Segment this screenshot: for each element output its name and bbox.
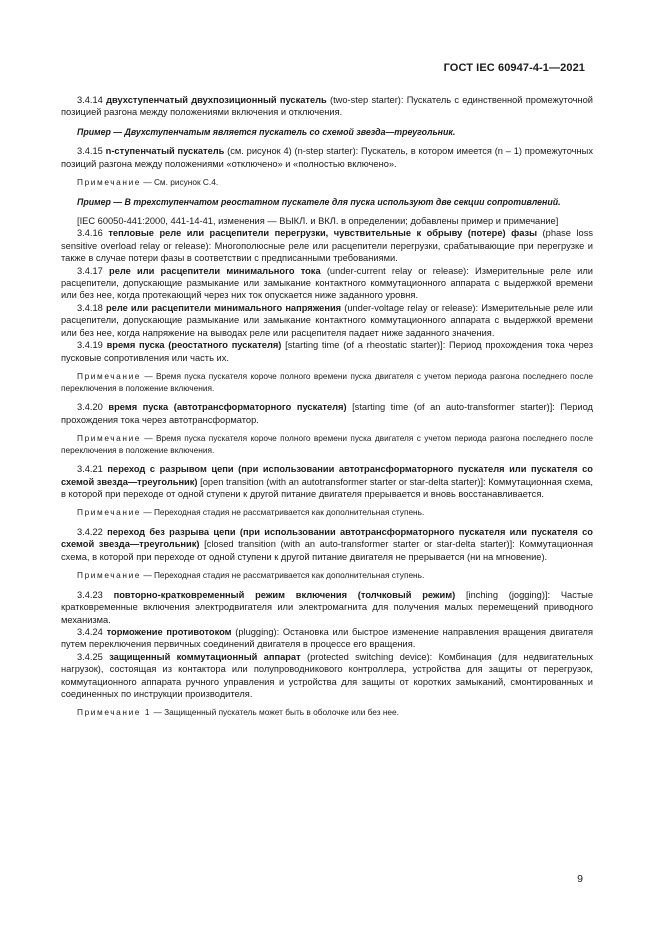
clause-3-4-15 bbox=[61, 145, 593, 170]
clause-term: переход с разрывом цепи (при использовании автотрансформаторного пускателя или пускателя со схемой звезда—треугольник) bbox=[61, 464, 593, 487]
clause-3-4-17 bbox=[61, 265, 593, 302]
clause-definition: [starting time (of a rheostatic starter)]: Период прохождения тока через пусковые сопротивления или часть их. bbox=[61, 340, 593, 363]
clause-number: 3.4.14 bbox=[77, 95, 103, 105]
clause-definition: (protected switching device): Комбинация (для недвигательных нагрузок), состоящая из контактора или полупроводникового контроллера, устройства для защиты от перегрузок, коммутационного аппарата ручного управления и устройства для защиты от коротких замыканий, смонтированных и соединенных по инструкции производителя. bbox=[61, 651, 593, 699]
clause-number: 3.4.24 bbox=[77, 626, 103, 637]
clause-definition: (plugging): Остановка или быстрое изменение направления вращения двигателя путем переключения первичных соединений двигателя в процессе его вращения. bbox=[61, 626, 593, 650]
clause-definition: [open transition (with an autotransformer starter or star-delta starter)]: Коммутационная схема, в которой при переходе от одной ступени к другой питание двигателя прерывается и вновь восстанавливается. bbox=[61, 476, 593, 499]
example-3-4-14: Пример — Двухступенчатым является пускатель со схемой звезда—треугольник. bbox=[77, 126, 456, 137]
note-3-4-19 bbox=[61, 371, 593, 394]
clause-number: 3.4.21 bbox=[77, 464, 103, 475]
clause-number: 3.4.22 bbox=[77, 526, 103, 537]
clause-number: 3.4.23 bbox=[77, 589, 103, 600]
clause-term: защищенный коммутационный аппарат bbox=[109, 651, 301, 662]
note-text: — Защищенный пускатель может быть в оболочке или без нее. bbox=[151, 707, 399, 718]
clause-definition: [closed transition (with an auto-transformer starter or star-delta starter)]: Коммутационная схема, в которой при переходе от одной ступени к другой питание двигателя не прерывается (ни на мгновение). bbox=[61, 539, 593, 562]
clause-term: торможение противотоком bbox=[106, 626, 232, 637]
note-label: Примечание bbox=[77, 432, 142, 443]
clause-3-4-22 bbox=[61, 526, 593, 563]
note-label: Примечание 1 bbox=[77, 707, 152, 718]
clause-term: двухступенчатый двухпозиционный пускатель bbox=[106, 95, 327, 105]
note-text: — См. рисунок C.4. bbox=[141, 177, 219, 188]
clause-term: реле или расцепители минимального напряжения bbox=[105, 302, 342, 313]
clause-definition: (см. рисунок 4) (n-step starter): Пускатель, в котором имеется (n – 1) промежуточных позиций разгона между положениями «отключено» и «полностью включено». bbox=[61, 146, 593, 169]
clause-number: 3.4.17 bbox=[77, 265, 103, 276]
clause-definition: (under-current relay or release): Измерительные реле или расцепители, допускающие размыкание или замыкание контактного коммутационного аппарата с выдержкой времени или без нее, когда протекающий через них ток опускается ниже заданного уровня. bbox=[61, 265, 593, 301]
clause-term: время пуска (реостатного пускателя) bbox=[106, 340, 282, 351]
note-text: — Переходная стадия не рассматривается как дополнительная ступень. bbox=[141, 570, 425, 581]
note-3-4-22 bbox=[61, 570, 593, 582]
reference-3-4-15: [IEC 60050-441:2000, 441-14-41, изменения — ВЫКЛ. и ВКЛ. в определении; добавлены пример и примечание] bbox=[77, 216, 559, 227]
clause-term: n-ступенчатый пускатель bbox=[105, 146, 225, 157]
clause-number: 3.4.15 bbox=[77, 146, 103, 157]
clause-term: повторно-кратковременный режим включения (толчковый режим) bbox=[113, 589, 456, 600]
clause-3-4-18 bbox=[61, 302, 593, 339]
clause-number: 3.4.19 bbox=[77, 340, 103, 351]
clause-term: переход без разрыва цепи (при использовании автотрансформаторного пускателя или пускателя со схемой звезда—треугольник) bbox=[61, 526, 593, 550]
clause-definition: [starting time (of an auto-transformer starter)]: Период прохождения тока через автотрансформатор. bbox=[61, 402, 593, 425]
clause-3-4-23 bbox=[61, 589, 593, 626]
clause-term: тепловые реле или расцепители перегрузки, чувствительные к обрыву (потере) фазы bbox=[108, 228, 538, 239]
clause-definition: (phase loss sensitive overload relay or release): Многополюсные реле или расцепители перегрузки, срабатывающие при перегрузке и также в случае потери фазы в соответствии с предписанными требованиями. bbox=[61, 228, 593, 264]
page-number: 9 bbox=[577, 873, 583, 885]
clause-3-4-25 bbox=[61, 651, 593, 701]
note-text: — Переходная стадия не рассматривается как дополнительная ступень. bbox=[141, 507, 425, 518]
clause-number: 3.4.20 bbox=[77, 402, 103, 413]
clause-number: 3.4.25 bbox=[77, 651, 103, 662]
note-text: — Время пуска пускателя короче полного времени пуска двигателя с учетом периода разгона последнего после переключения в положение включения. bbox=[61, 370, 593, 393]
clause-number: 3.4.18 bbox=[77, 302, 103, 313]
note-label: Примечание bbox=[77, 507, 142, 518]
note-3-4-20 bbox=[61, 433, 593, 456]
clause-number: 3.4.16 bbox=[77, 228, 103, 239]
clause-3-4-16 bbox=[61, 227, 593, 264]
clause-term: реле или расцепители минимального тока bbox=[109, 265, 321, 276]
example-3-4-15: Пример — В трехступенчатом реостатном пускателе для пуска используют две секции сопротивлений. bbox=[77, 196, 561, 207]
document-body bbox=[61, 94, 593, 719]
page-header-standard-title: ГОСТ IEC 60947-4-1—2021 bbox=[443, 62, 585, 74]
clause-3-4-21 bbox=[61, 463, 593, 500]
note-3-4-15 bbox=[61, 177, 593, 189]
clause-3-4-24 bbox=[61, 626, 593, 651]
note-label: Примечание bbox=[77, 370, 142, 381]
clause-3-4-14 bbox=[61, 94, 593, 119]
clause-3-4-19 bbox=[61, 339, 593, 364]
note-3-4-25 bbox=[61, 707, 593, 719]
clause-term: время пуска (автотрансформаторного пускателя) bbox=[108, 402, 347, 413]
clause-definition: [inching (jogging)]: Частые кратковременные включения электродвигателя или электромагнита для получения малых перемещений приводного механизма. bbox=[61, 589, 593, 625]
note-label: Примечание bbox=[77, 177, 142, 188]
clause-3-4-20 bbox=[61, 401, 593, 426]
clause-definition: (under-voltage relay or release): Измерительные реле или расцепители, допускающие размыкание или замыкание контактного коммутационного аппарата с выдержкой времени или без нее, когда напряжение на выводах реле или расцепителя падает ниже заданного значения. bbox=[61, 302, 593, 338]
note-3-4-21 bbox=[61, 507, 593, 519]
note-label: Примечание bbox=[77, 570, 142, 581]
note-text: — Время пуска пускателя короче полного времени пуска двигателя с учетом периода разгона последнего после переключения в положение включения. bbox=[61, 432, 593, 455]
clause-definition: (two-step starter): Пускатель с единственной промежуточной позицией разгона между положениями включения и отключения. bbox=[61, 95, 593, 118]
